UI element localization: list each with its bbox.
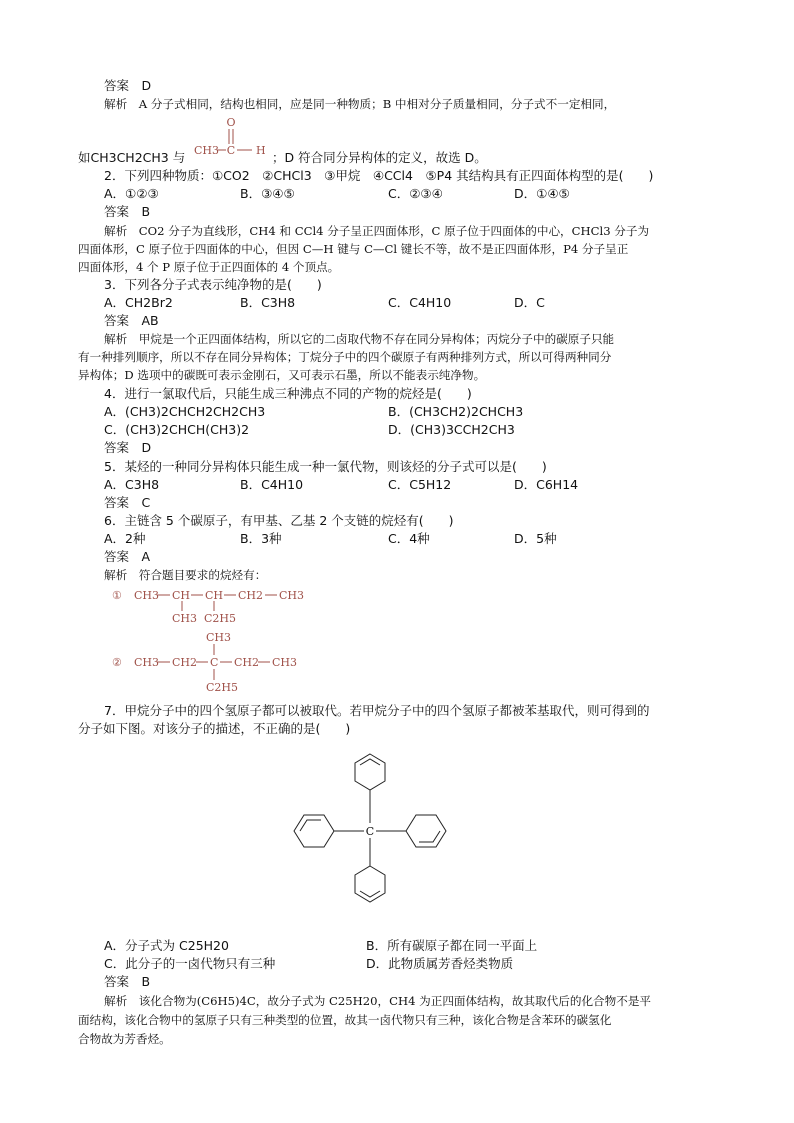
q6-option-b: B．3种 <box>240 531 282 546</box>
alkane-structure-1 <box>108 584 318 624</box>
q7-option-a: A．分子式为 C25H20 <box>104 938 229 953</box>
q1-answer: 答案 D <box>104 78 152 93</box>
q4-answer: 答案 D <box>104 440 152 455</box>
q3-explanation-line3: 异构体；D 选项中的碳既可表示金刚石，又可表示石墨，所以不能表示纯净物。 <box>78 368 486 382</box>
q3-option-a: A．CH2Br2 <box>104 295 173 310</box>
q2-explanation-line2: 四面体形，C 原子位于四面体的中心，但因 C—H 键与 C—Cl 键长不等，故不是正四面体形，P4 分子呈正 <box>78 242 629 256</box>
q2-option-d: D．①④⑤ <box>514 186 570 201</box>
q7-explanation-line3: 合物故为芳香烃。 <box>78 1032 171 1046</box>
q7-option-b: B．所有碳原子都在同一平面上 <box>366 938 538 953</box>
q6-option-a: A．2种 <box>104 531 146 546</box>
q7-explanation-line1: 解析 该化合物为(C6H5)4C，故分子式为 C25H20，CH4 为正四面体结构，故其取代后的化合物不是平 <box>104 994 652 1008</box>
q2-option-a: A．①②③ <box>104 186 159 201</box>
q3-option-c: C．C4H10 <box>388 295 452 310</box>
q2-option-b: B．③④⑤ <box>240 186 295 201</box>
s1-ch3-branch: CH3 <box>172 612 198 624</box>
s1-ch3-a: CH3 <box>134 589 160 602</box>
q7-answer: 答案 B <box>104 974 151 989</box>
struct-h: H <box>256 144 266 157</box>
q3-explanation-line1: 解析 甲烷是一个正四面体结构，所以它的二卤取代物不存在同分异构体；丙烷分子中的碳原子只能 <box>104 332 615 346</box>
s1-c2h5-branch: C2H5 <box>204 612 237 624</box>
q3-option-d: D．C <box>514 295 545 310</box>
q3-answer: 答案 AB <box>104 313 159 328</box>
struct-c: C <box>226 144 236 157</box>
q1-explanation-line2-end: ；D 符合同分异构体的定义，故选 D。 <box>272 150 487 165</box>
tetraphenylmethane-structure <box>290 752 450 922</box>
s1-ch-a: CH <box>172 589 191 602</box>
s1-ch-b: CH <box>205 589 224 602</box>
q3-option-b: B．C3H8 <box>240 295 296 310</box>
s2-ch2-a: CH2 <box>172 656 198 669</box>
q3-explanation-line2: 有一种排列顺序，所以不存在同分异构体；丁烷分子中的四个碳原子有两种排列方式，所以可得两种同分 <box>78 350 612 364</box>
q5-option-a: A．C3H8 <box>104 477 160 492</box>
q5-option-c: C．C5H12 <box>388 477 452 492</box>
s2-ch3-b: CH3 <box>272 656 298 669</box>
s1-num: ① <box>112 589 122 602</box>
q2-option-c: C．②③④ <box>388 186 443 201</box>
q2-answer: 答案 B <box>104 204 151 219</box>
q4-option-a: A．(CH3)2CHCH2CH2CH3 <box>104 404 266 419</box>
q7-stem-line2: 分子如下图。对该分子的描述，不正确的是( ) <box>78 721 351 736</box>
q6-option-d: D．5种 <box>514 531 557 546</box>
q7-option-c: C．此分子的一卤代物只有三种 <box>104 956 276 971</box>
q7-stem-line1: 7．甲烷分子中的四个氢原子都可以被取代。若甲烷分子中的四个氢原子都被苯基取代，则可得到的 <box>104 703 650 718</box>
struct-ch3: CH3 <box>194 144 220 157</box>
s2-ch3-a: CH3 <box>134 656 160 669</box>
q2-explanation-line3: 四面体形，4 个 P 原子位于正四面体的 4 个顶点。 <box>78 260 340 274</box>
q6-stem: 6．主链含 5 个碳原子，有甲基、乙基 2 个支链的烷烃有( ) <box>104 513 454 528</box>
q4-option-c: C．(CH3)2CHCH(CH3)2 <box>104 422 250 437</box>
s1-ch2: CH2 <box>238 589 264 602</box>
q6-answer: 答案 A <box>104 549 151 564</box>
struct-o: O <box>226 116 236 129</box>
q5-answer: 答案 C <box>104 495 151 510</box>
q2-stem: 2．下列四种物质：①CO2 ②CHCl3 ③甲烷 ④CCl4 ⑤P4 其结构具有正四面体构型的是( ) <box>104 168 654 183</box>
acetaldehyde-structure <box>190 114 272 162</box>
q5-option-b: B．C4H10 <box>240 477 304 492</box>
q4-option-d: D．(CH3)3CCH2CH3 <box>388 422 515 437</box>
q6-explanation: 解析 符合题目要求的烷烃有： <box>104 568 267 582</box>
s2-num: ② <box>112 656 122 669</box>
q3-stem: 3．下列各分子式表示纯净物的是( ) <box>104 277 322 292</box>
s2-c2h5: C2H5 <box>206 681 239 694</box>
q4-stem: 4．进行一氯取代后，只能生成三种沸点不同的产物的烷烃是( ) <box>104 386 472 401</box>
q1-explanation-line2-start: 如CH3CH2CH3 与 <box>78 150 186 165</box>
s2-ch2-b: CH2 <box>234 656 260 669</box>
s1-ch3-b: CH3 <box>279 589 305 602</box>
q5-stem: 5．某烃的一种同分异构体只能生成一种一氯代物，则该烃的分子式可以是( ) <box>104 459 547 474</box>
q7-explanation-line2: 面结构，该化合物中的氢原子只有三种类型的位置，故其一卤代物只有三种，该化合物是含苯环的碳氢化 <box>78 1013 612 1027</box>
s2-c: C <box>210 656 219 669</box>
q4-option-b: B．(CH3CH2)2CHCH3 <box>388 404 524 419</box>
center-carbon: C <box>365 825 375 838</box>
alkane-structure-2 <box>108 628 318 698</box>
q1-explanation-line1: 解析 A 分子式相同，结构也相同，应是同一种物质；B 中相对分子质量相同，分子式不一定相同， <box>104 97 616 111</box>
s2-ch3-top: CH3 <box>206 631 232 644</box>
q7-option-d: D．此物质属芳香烃类物质 <box>366 956 514 971</box>
q6-option-c: C．4种 <box>388 531 430 546</box>
q5-option-d: D．C6H14 <box>514 477 579 492</box>
q2-explanation-line1: 解析 CO2 分子为直线形，CH4 和 CCl4 分子呈正四面体形，C 原子位于四面体的中心，CHCl3 分子为 <box>104 224 650 238</box>
